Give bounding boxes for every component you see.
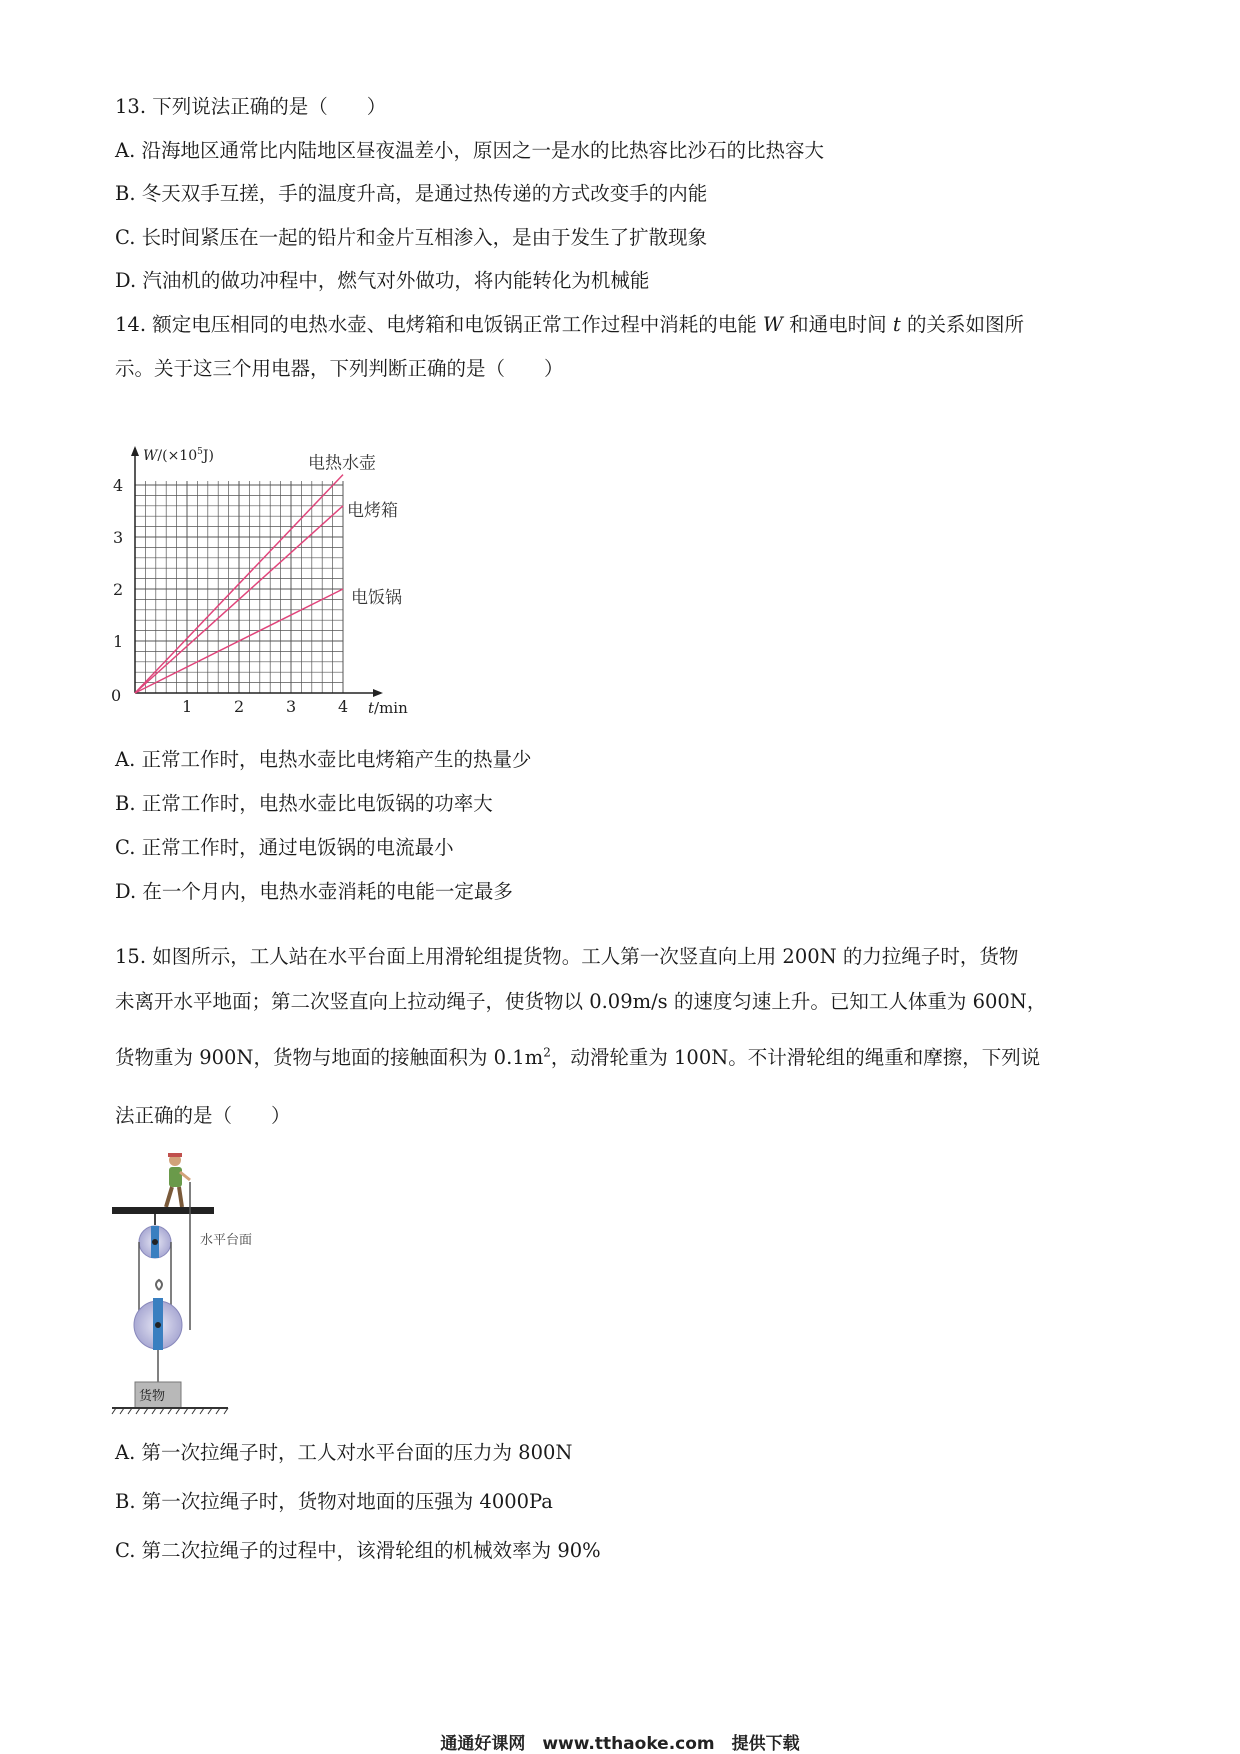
y-tick-label: 4 — [113, 476, 124, 495]
q14-option-b: B. 正常工作时，电热水壶比电饭锅的功率大 — [115, 792, 493, 815]
q14-stem-b: 和通电时间 — [789, 313, 887, 336]
page-footer: 通通好课网 www.tthaoke.com 提供下载 — [440, 1734, 800, 1754]
y-axis-title: $W/(\times 10^5J)$ — [143, 447, 214, 464]
q13-option-b: B. 冬天双手互搓，手的温度升高，是通过热传递的方式改变手的内能 — [115, 182, 708, 205]
movable-pulley — [134, 1280, 182, 1382]
q13-option-c: C. 长时间紧压在一起的铅片和金片互相渗入，是由于发生了扩散现象 — [115, 226, 708, 249]
platform-label: 水平台面 — [200, 1233, 253, 1248]
q15-option-b: B. 第一次拉绳子时，货物对地面的压强为 4000Pa — [115, 1490, 553, 1513]
cargo-label: 货物 — [139, 1389, 166, 1404]
q14-var-w: W — [762, 313, 783, 336]
x-tick-label: 2 — [234, 697, 245, 716]
q14-option-d: D. 在一个月内，电热水壶消耗的电能一定最多 — [115, 880, 513, 903]
q15-stem-line3-a: 货物重为 900N，货物与地面的接触面积为 0.1m — [115, 1046, 544, 1069]
q14-option-c: C. 正常工作时，通过电饭锅的电流最小 — [115, 836, 454, 859]
fixed-pulley — [139, 1214, 171, 1258]
q15-stem-line3 — [115, 1045, 1040, 1071]
platform-bar — [112, 1207, 214, 1214]
chart-axes — [131, 446, 383, 697]
worker-figure — [166, 1153, 190, 1207]
q14-stem-line2: 示。关于这三个用电器，下列判断正确的是（ ） — [115, 357, 564, 380]
energy-time-chart — [100, 440, 420, 720]
x-tick-label: 4 — [338, 697, 349, 716]
q14-stem-a: 14. 额定电压相同的电热水壶、电烤箱和电饭锅正常工作过程中消耗的电能 — [115, 313, 757, 336]
pulley-figure — [110, 1150, 270, 1420]
q13-stem: 13. 下列说法正确的是（ ） — [115, 95, 387, 118]
q15-option-a: A. 第一次拉绳子时，工人对水平台面的压力为 800N — [115, 1441, 573, 1464]
y-tick-label: 1 — [113, 632, 124, 651]
series-label: 电饭锅 — [351, 588, 402, 608]
x-axis-arrow — [373, 689, 383, 697]
q13-option-a: A. 沿海地区通常比内陆地区昼夜温差小，原因之一是水的比热容比沙石的比热容大 — [115, 139, 824, 162]
x-axis-title: t/min — [368, 699, 408, 717]
q15-stem-line4: 法正确的是（ ） — [115, 1104, 291, 1127]
q14-option-a: A. 正常工作时，电热水壶比电烤箱产生的热量少 — [115, 748, 532, 771]
origin-label: 0 — [111, 686, 122, 705]
q15-stem-line1: 15. 如图所示，工人站在水平台面上用滑轮组提货物。工人第一次竖直向上用 200N 的力拉绳子时，货物 — [115, 945, 1019, 968]
y-tick-label: 2 — [113, 580, 124, 599]
q15-option-c: C. 第二次拉绳子的过程中，该滑轮组的机械效率为 90% — [115, 1539, 601, 1562]
q15-stem-line3-b: ，动滑轮重为 100N。不计滑轮组的绳重和摩擦，下列说 — [550, 1046, 1041, 1069]
x-tick-label: 1 — [182, 697, 193, 716]
q15-stem-line2: 未离开水平地面；第二次竖直向上拉动绳子，使货物以 0.09m/s 的速度匀速上升。已知工人体重为 600N， — [115, 990, 1047, 1013]
series-label: 电热水壶 — [308, 453, 376, 474]
q13-option-d: D. 汽油机的做功冲程中，燃气对外做功，将内能转化为机械能 — [115, 269, 650, 292]
x-tick-label: 3 — [286, 697, 297, 716]
y-axis-arrow — [131, 446, 139, 456]
q14-stem-line1 — [115, 312, 1024, 338]
q14-stem-c: 的关系如图所 — [906, 313, 1024, 336]
q14-var-t: t — [892, 313, 901, 336]
q15-area-exponent: 2 — [543, 1045, 551, 1060]
y-tick-label: 3 — [113, 528, 124, 547]
series-label: 电烤箱 — [347, 500, 398, 521]
